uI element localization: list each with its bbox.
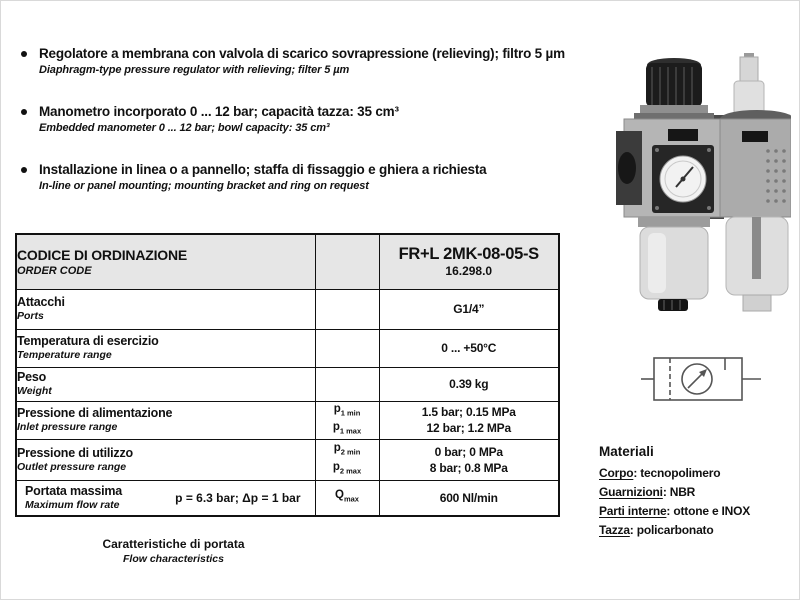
spec-value: 600 Nl/min bbox=[439, 490, 498, 505]
spec-label-it: Peso bbox=[17, 370, 47, 384]
product-code: FR+L 2MK-08-05-S bbox=[398, 245, 539, 264]
spec-label-en: Outlet pressure range bbox=[17, 460, 127, 473]
spec-label-en: Temperature range bbox=[17, 349, 112, 361]
spec-value: 12 bar; 1.2 MPa bbox=[426, 421, 511, 435]
materials-section bbox=[599, 444, 750, 540]
feature-text-it: Regolatore a membrana con valvola di scarico sovrapressione (relieving); filtro 5 µm bbox=[39, 46, 565, 61]
spec-label-cell bbox=[16, 289, 315, 329]
symbol-q-max: $Q_{max}$ bbox=[335, 489, 359, 504]
test-condition-note: p = 6.3 bar; Δp = 1 bar bbox=[175, 490, 301, 505]
feature-text-it: Manometro incorporato 0 ... 12 bar; capacità tazza: 35 cm³ bbox=[39, 104, 399, 119]
table-header-row bbox=[16, 234, 559, 289]
spec-value: 0.39 kg bbox=[449, 377, 489, 391]
spec-value: 0 ... +50°C bbox=[441, 341, 497, 355]
spec-label-it: Portata massima bbox=[25, 483, 123, 498]
spec-symbol-cell bbox=[315, 480, 379, 516]
product-code-number: 16.298.0 bbox=[445, 264, 493, 279]
spec-value: 1.5 bar; 0.15 MPa bbox=[421, 405, 516, 419]
empty-header-cell bbox=[315, 234, 379, 289]
material-value: : tecnopolimero bbox=[633, 466, 721, 480]
order-code-table bbox=[15, 233, 560, 517]
list-item bbox=[21, 161, 611, 194]
feature-list bbox=[21, 45, 611, 219]
spec-symbol-cell bbox=[315, 329, 379, 367]
feature-text-en: Embedded manometer 0 ... 12 bar; bowl capacity: 35 cm³ bbox=[39, 122, 330, 134]
feature-text-it: Installazione in linea o a pannello; staffa di fissaggio e ghiera a richiesta bbox=[39, 162, 487, 177]
product-photo-frl-unit bbox=[616, 53, 791, 313]
spec-label-en: Inlet pressure range bbox=[17, 421, 118, 433]
spec-label-en: Maximum flow rate bbox=[25, 498, 120, 511]
symbol-p2-max: $p_{2 max}$ bbox=[332, 460, 362, 475]
feature-text-en: In-line or panel mounting; mounting bracket and ring on request bbox=[39, 180, 369, 192]
material-value: : NBR bbox=[662, 485, 696, 499]
table-row bbox=[16, 439, 559, 480]
order-code-title-en: ORDER CODE bbox=[17, 264, 92, 277]
materials-title: Materiali bbox=[599, 444, 654, 459]
material-value: : policarbonato bbox=[629, 523, 714, 537]
table-row bbox=[16, 480, 559, 516]
spec-symbol-cell bbox=[315, 439, 379, 480]
spec-value: 8 bar; 0.8 MPa bbox=[429, 460, 508, 475]
spec-label-cell bbox=[16, 480, 315, 516]
spec-value: 0 bar; 0 MPa bbox=[434, 444, 503, 459]
material-label: Corpo bbox=[599, 466, 634, 480]
list-item bbox=[21, 45, 611, 78]
symbol-p1-max: $p_{1 max}$ bbox=[332, 421, 362, 436]
symbol-p2-min: $p_{2 min}$ bbox=[333, 442, 361, 457]
spec-value-cell bbox=[379, 289, 559, 329]
spec-label-it: Pressione di alimentazione bbox=[17, 406, 173, 420]
spec-value-cell bbox=[379, 401, 559, 439]
pneumatic-symbol-regulator-gauge bbox=[641, 341, 791, 405]
table-row bbox=[16, 329, 559, 367]
material-label: Parti interne bbox=[599, 504, 667, 518]
order-code-header-cell bbox=[16, 234, 315, 289]
flow-characteristics-caption bbox=[76, 537, 271, 566]
material-item bbox=[599, 464, 750, 483]
bullet-icon bbox=[21, 109, 27, 115]
spec-label-cell bbox=[16, 367, 315, 401]
spec-symbol-cell bbox=[315, 367, 379, 401]
bullet-icon bbox=[21, 167, 27, 173]
material-item bbox=[599, 521, 750, 540]
material-label: Tazza bbox=[599, 523, 630, 537]
material-item bbox=[599, 483, 750, 502]
spec-symbol-cell bbox=[315, 401, 379, 439]
material-label: Guarnizioni bbox=[599, 485, 663, 499]
material-value: : ottone e INOX bbox=[666, 504, 751, 518]
spec-label-it: Temperatura di esercizio bbox=[17, 334, 159, 348]
spec-label-en: Ports bbox=[17, 310, 44, 322]
table-row bbox=[16, 289, 559, 329]
spec-value-cell bbox=[379, 367, 559, 401]
caption-en: Flow characteristics bbox=[123, 553, 224, 565]
table-row bbox=[16, 401, 559, 439]
spec-value-cell bbox=[379, 329, 559, 367]
bullet-icon bbox=[21, 51, 27, 57]
symbol-p1-min: $p_{1 min}$ bbox=[333, 402, 361, 417]
spec-label-cell bbox=[16, 329, 315, 367]
material-item bbox=[599, 502, 750, 521]
spec-label-cell bbox=[16, 401, 315, 439]
spec-label-cell bbox=[16, 439, 315, 480]
product-code-cell bbox=[379, 234, 559, 289]
order-code-title-it: CODICE DI ORDINAZIONE bbox=[17, 246, 188, 263]
feature-text-en: Diaphragm-type pressure regulator with relieving; filter 5 µm bbox=[39, 64, 350, 76]
spec-label-en: Weight bbox=[17, 385, 52, 397]
spec-value-cell bbox=[379, 480, 559, 516]
list-item bbox=[21, 103, 611, 136]
spec-label-it: Attacchi bbox=[17, 295, 65, 309]
table-row bbox=[16, 367, 559, 401]
spec-symbol-cell bbox=[315, 289, 379, 329]
caption-it: Caratteristiche di portata bbox=[102, 537, 245, 551]
spec-label-it: Pressione di utilizzo bbox=[17, 445, 133, 460]
spec-value: G1/4” bbox=[453, 302, 485, 316]
spec-value-cell bbox=[379, 439, 559, 480]
